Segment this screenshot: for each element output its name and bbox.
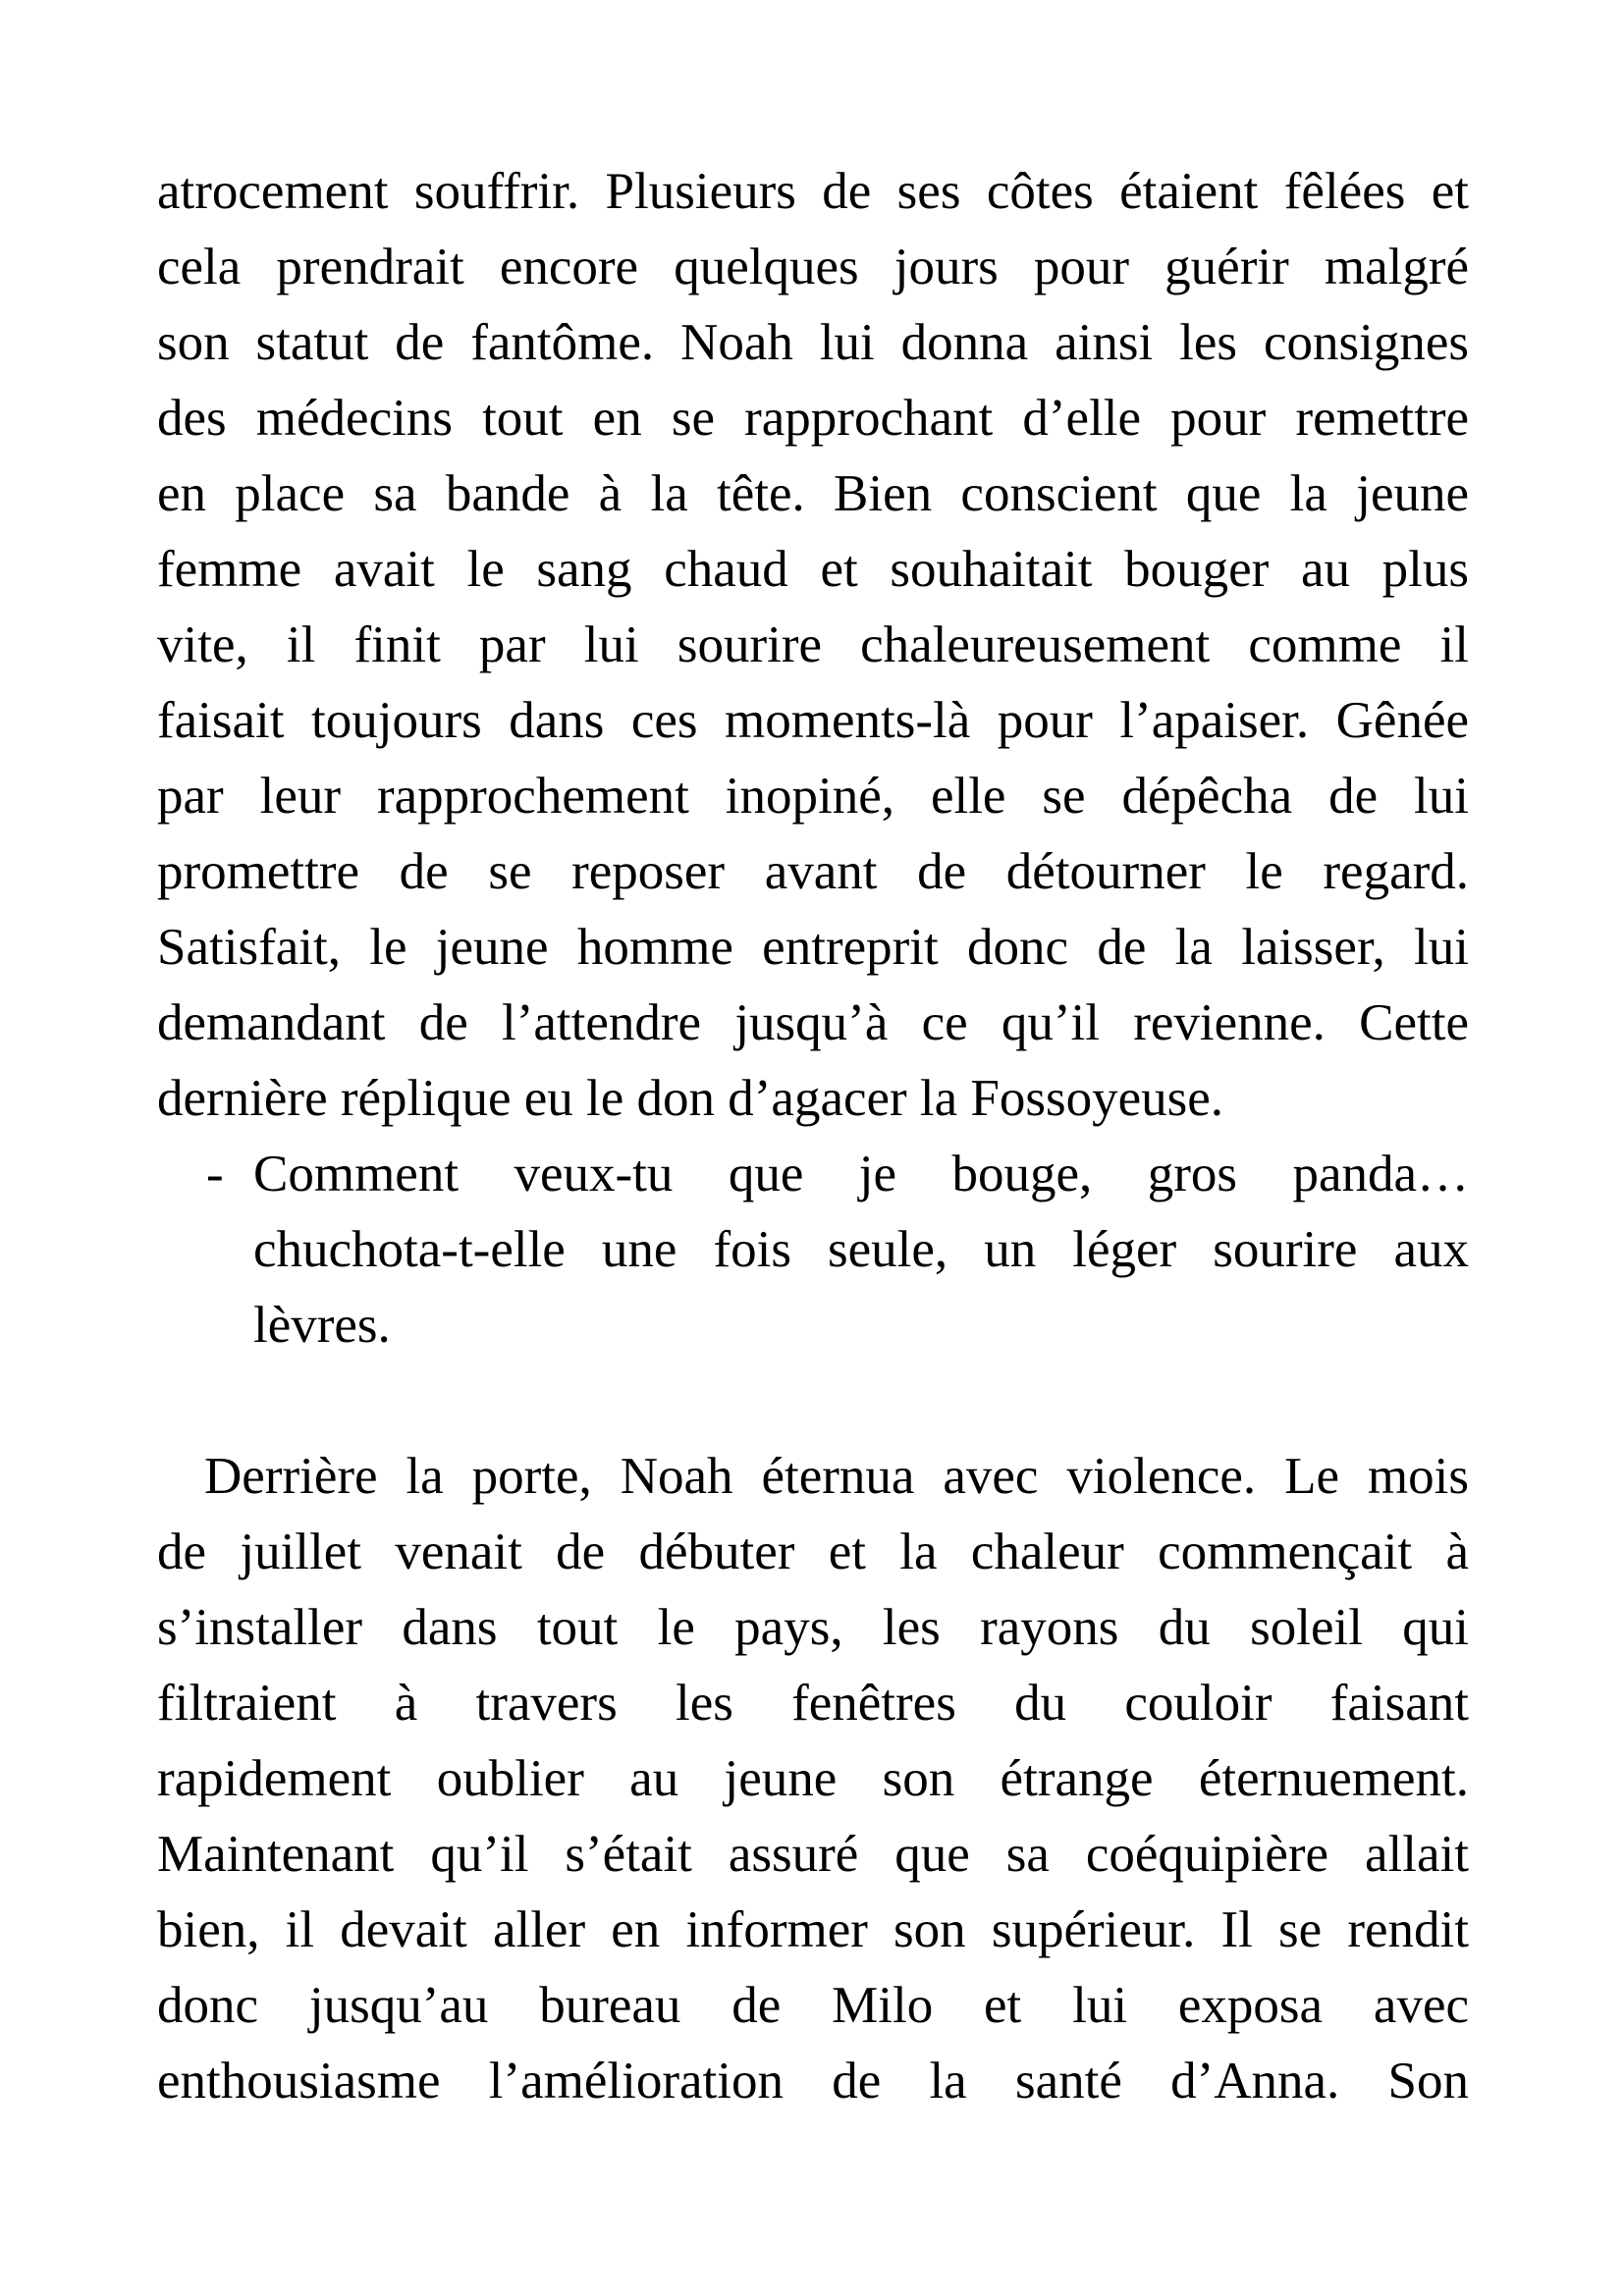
text-line: par leur rapprochement inopiné, elle se dépêcha de lui bbox=[157, 768, 1469, 825]
text-line: demandant de l’attendre jusqu’à ce qu’il revienne. Cette bbox=[157, 994, 1469, 1051]
dialogue-line: Comment veux-tu que je bouge, gros panda… bbox=[253, 1146, 1469, 1202]
text-line: femme avait le sang chaud et souhaitait bouger au plus bbox=[157, 541, 1469, 598]
body-text bbox=[157, 154, 1469, 2119]
text-line: atrocement souffrir. Plusieurs de ses côtes étaient fêlées et bbox=[157, 163, 1469, 220]
text-line: Satisfait, le jeune homme entreprit donc de la laisser, lui bbox=[157, 919, 1469, 976]
text-line: son statut de fantôme. Noah lui donna ainsi les consignes bbox=[157, 314, 1469, 371]
text-line: en place sa bande à la tête. Bien conscient que la jeune bbox=[157, 465, 1469, 522]
dialogue-1 bbox=[157, 1137, 1469, 1363]
text-line: Derrière la porte, Noah éternua avec violence. Le mois bbox=[204, 1448, 1469, 1505]
text-line: s’installer dans tout le pays, les rayons du soleil qui bbox=[157, 1599, 1469, 1656]
text-line: enthousiasme l’amélioration de la santé d’Anna. Son bbox=[157, 2053, 1469, 2109]
text-line: donc jusqu’au bureau de Milo et lui exposa avec bbox=[157, 1977, 1469, 2034]
text-line: filtraient à travers les fenêtres du couloir faisant bbox=[157, 1675, 1469, 1732]
dialogue-line: chuchota-t-elle une fois seule, un léger sourire aux bbox=[253, 1221, 1469, 1278]
paragraph-1 bbox=[157, 154, 1469, 1137]
text-line: cela prendrait encore quelques jours pour guérir malgré bbox=[157, 239, 1469, 295]
blank-line bbox=[157, 1363, 1469, 1439]
text-line: dernière réplique eu le don d’agacer la Fossoyeuse. bbox=[157, 1070, 1224, 1127]
text-line: vite, il finit par lui sourire chaleureusement comme il bbox=[157, 616, 1469, 673]
paragraph-2 bbox=[157, 1439, 1469, 2119]
text-line: rapidement oublier au jeune son étrange éternuement. bbox=[157, 1750, 1469, 1807]
text-line: Maintenant qu’il s’était assuré que sa coéquipière allait bbox=[157, 1826, 1469, 1883]
text-line: promettre de se reposer avant de détourner le regard. bbox=[157, 843, 1469, 900]
dialogue-dash: - bbox=[206, 1146, 224, 1202]
text-line: de juillet venait de débuter et la chaleur commençait à bbox=[157, 1523, 1469, 1580]
dialogue-line: lèvres. bbox=[253, 1297, 391, 1354]
text-line: des médecins tout en se rapprochant d’elle pour remettre bbox=[157, 390, 1469, 447]
text-line: faisait toujours dans ces moments-là pour l’apaiser. Gênée bbox=[157, 692, 1469, 749]
text-line: bien, il devait aller en informer son supérieur. Il se rendit bbox=[157, 1901, 1469, 1958]
